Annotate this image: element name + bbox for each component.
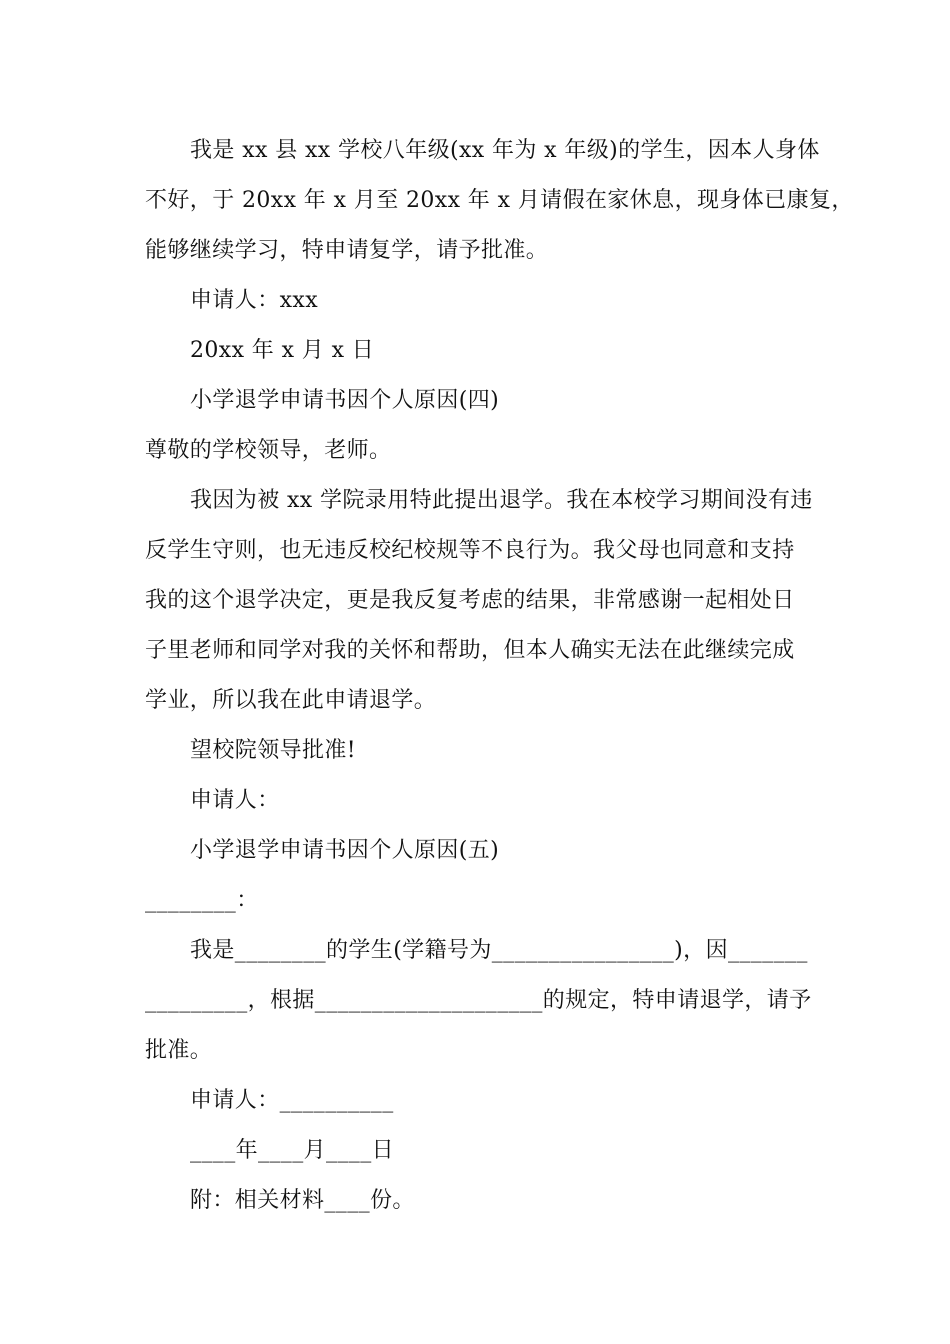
paragraph-line: 学业，所以我在此申请退学。 xyxy=(145,688,437,713)
paragraph-line: 反学生守则，也无违反校纪校规等不良行为。我父母也同意和支持 xyxy=(145,538,795,563)
closing-line: 望校院领导批准! xyxy=(190,738,357,763)
paragraph-line: 不好，于 20xx 年 x 月至 20xx 年 x 月请假在家休息，现身体已康复， xyxy=(145,188,854,213)
applicant-signature: 申请人：xxx xyxy=(190,288,319,313)
paragraph-line: _________，根据____________________的规定，特申请退学，请予 xyxy=(145,988,812,1013)
applicant-signature: 申请人：__________ xyxy=(190,1088,394,1113)
paragraph-line: 子里老师和同学对我的关怀和帮助，但本人确实无法在此继续完成 xyxy=(145,638,795,663)
salutation: 尊敬的学校领导，老师。 xyxy=(145,438,392,463)
paragraph-line: 我是 xx 县 xx 学校八年级(xx 年为 x 年级)的学生，因本人身体 xyxy=(190,138,820,163)
date-line: 20xx 年 x 月 x 日 xyxy=(190,338,375,363)
salutation: ________： xyxy=(145,888,259,913)
paragraph-line: 我因为被 xx 学院录用特此提出退学。我在本校学习期间没有违 xyxy=(190,488,813,513)
attachment-line: 附：相关材料____份。 xyxy=(190,1188,415,1213)
paragraph-line: 我的这个退学决定，更是我反复考虑的结果，非常感谢一起相处日 xyxy=(145,588,795,613)
applicant-signature: 申请人： xyxy=(190,788,280,813)
paragraph-line: 批准。 xyxy=(145,1038,213,1063)
paragraph-line: 能够继续学习，特申请复学，请予批准。 xyxy=(145,238,549,263)
section-heading: 小学退学申请书因个人原因(四) xyxy=(190,388,500,413)
paragraph-line: 我是________的学生(学籍号为________________)，因_______ xyxy=(190,938,808,963)
section-heading: 小学退学申请书因个人原因(五) xyxy=(190,838,500,863)
date-line: ____年____月____日 xyxy=(190,1138,395,1163)
